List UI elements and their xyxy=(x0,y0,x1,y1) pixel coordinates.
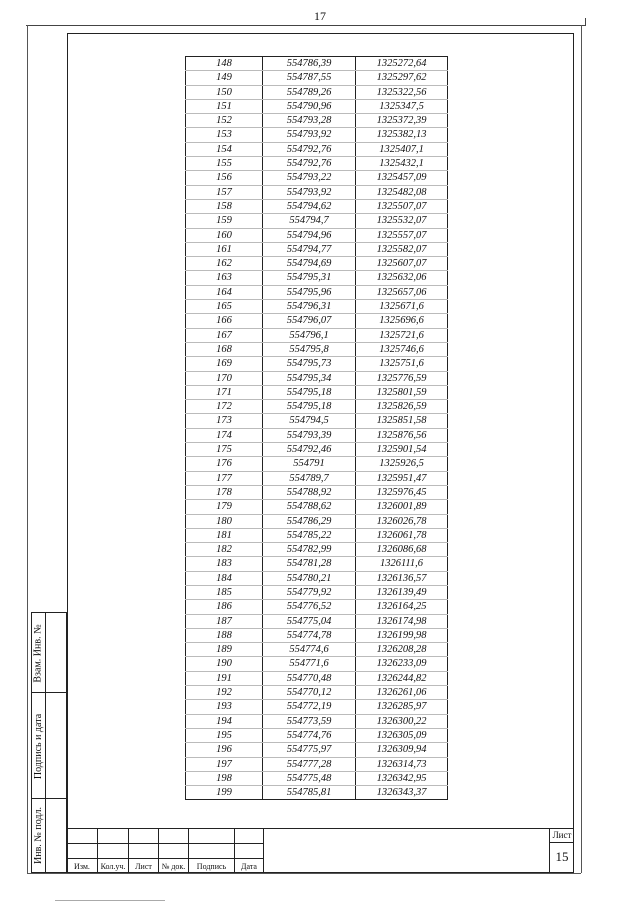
y-coordinate: 1325322,56 xyxy=(356,85,448,99)
x-coordinate: 554782,99 xyxy=(263,543,356,557)
x-coordinate: 554796,1 xyxy=(263,328,356,342)
table-row xyxy=(186,400,448,414)
point-number: 158 xyxy=(186,199,263,213)
table-row xyxy=(186,585,448,599)
side-cell-inv-podl xyxy=(32,799,66,872)
table-row xyxy=(186,357,448,371)
point-number: 179 xyxy=(186,500,263,514)
point-number: 162 xyxy=(186,257,263,271)
side-cell-signature xyxy=(32,693,66,799)
y-coordinate: 1326061,78 xyxy=(356,528,448,542)
x-coordinate: 554774,6 xyxy=(263,643,356,657)
table-row xyxy=(186,600,448,614)
y-coordinate: 1326208,28 xyxy=(356,643,448,657)
table-row xyxy=(186,128,448,142)
outer-right-line xyxy=(581,25,582,873)
point-number: 149 xyxy=(186,71,263,85)
point-number: 171 xyxy=(186,385,263,399)
stamp-cell xyxy=(98,844,129,859)
inv-podl-label: Инв. № подл. xyxy=(33,807,45,864)
y-coordinate: 1325407,1 xyxy=(356,142,448,156)
x-coordinate: 554791 xyxy=(263,457,356,471)
table-row xyxy=(186,185,448,199)
x-coordinate: 554794,62 xyxy=(263,199,356,213)
point-number: 194 xyxy=(186,714,263,728)
table-row xyxy=(186,786,448,800)
table-row xyxy=(186,728,448,742)
sheet-label: Лист xyxy=(550,829,574,843)
vzam-inv-label: Взам. Инв. № xyxy=(33,623,45,683)
x-coordinate: 554793,39 xyxy=(263,428,356,442)
point-number: 198 xyxy=(186,771,263,785)
table-row xyxy=(186,171,448,185)
table-row xyxy=(186,714,448,728)
stamp-cell xyxy=(235,844,264,859)
x-coordinate: 554774,76 xyxy=(263,728,356,742)
x-coordinate: 554785,81 xyxy=(263,786,356,800)
table-row xyxy=(186,214,448,228)
point-number: 157 xyxy=(186,185,263,199)
x-coordinate: 554771,6 xyxy=(263,657,356,671)
stamp-cell xyxy=(189,829,235,844)
stamp-col-kol-uch: Кол.уч. xyxy=(98,859,129,874)
point-number: 178 xyxy=(186,485,263,499)
y-coordinate: 1325457,09 xyxy=(356,171,448,185)
title-block-grid xyxy=(67,829,264,873)
table-row xyxy=(186,371,448,385)
table-row xyxy=(186,199,448,213)
stamp-cell xyxy=(67,844,98,859)
y-coordinate: 1326174,98 xyxy=(356,614,448,628)
y-coordinate: 1325976,45 xyxy=(356,485,448,499)
x-coordinate: 554794,5 xyxy=(263,414,356,428)
point-number: 174 xyxy=(186,428,263,442)
point-number: 181 xyxy=(186,528,263,542)
x-coordinate: 554786,39 xyxy=(263,57,356,71)
point-number: 167 xyxy=(186,328,263,342)
x-coordinate: 554795,73 xyxy=(263,357,356,371)
table-row xyxy=(186,485,448,499)
x-coordinate: 554788,92 xyxy=(263,485,356,499)
table-row xyxy=(186,671,448,685)
y-coordinate: 1325532,07 xyxy=(356,214,448,228)
y-coordinate: 1325851,58 xyxy=(356,414,448,428)
y-coordinate: 1325776,59 xyxy=(356,371,448,385)
y-coordinate: 1325582,07 xyxy=(356,242,448,256)
y-coordinate: 1325746,6 xyxy=(356,342,448,356)
y-coordinate: 1325297,62 xyxy=(356,71,448,85)
y-coordinate: 1326164,25 xyxy=(356,600,448,614)
x-coordinate: 554793,22 xyxy=(263,171,356,185)
table-row xyxy=(186,700,448,714)
x-coordinate: 554775,04 xyxy=(263,614,356,628)
point-number: 189 xyxy=(186,643,263,657)
point-number: 184 xyxy=(186,571,263,585)
point-number: 166 xyxy=(186,314,263,328)
table-row xyxy=(186,614,448,628)
point-number: 197 xyxy=(186,757,263,771)
y-coordinate: 1326111,6 xyxy=(356,557,448,571)
point-number: 156 xyxy=(186,171,263,185)
side-label-signature xyxy=(32,693,45,799)
point-number: 164 xyxy=(186,285,263,299)
point-number: 168 xyxy=(186,342,263,356)
point-number: 183 xyxy=(186,557,263,571)
stamp-cell xyxy=(159,829,189,844)
scan-edge-mark xyxy=(55,900,165,901)
table-row xyxy=(186,628,448,642)
y-coordinate: 1326001,89 xyxy=(356,500,448,514)
x-coordinate: 554792,46 xyxy=(263,443,356,457)
page-number: 17 xyxy=(314,9,326,23)
table-row xyxy=(186,314,448,328)
side-label-vzam xyxy=(32,613,45,693)
x-coordinate: 554789,26 xyxy=(263,85,356,99)
y-coordinate: 1325721,6 xyxy=(356,328,448,342)
table-row xyxy=(186,228,448,242)
table-row xyxy=(186,99,448,113)
table-row xyxy=(186,271,448,285)
point-number: 148 xyxy=(186,57,263,71)
y-coordinate: 1325951,47 xyxy=(356,471,448,485)
y-coordinate: 1326261,06 xyxy=(356,686,448,700)
table-row xyxy=(186,743,448,757)
table-row xyxy=(186,471,448,485)
table-row xyxy=(186,643,448,657)
table-row xyxy=(186,528,448,542)
x-coordinate: 554795,18 xyxy=(263,385,356,399)
stamp-col-izm: Изм. xyxy=(67,859,98,874)
y-coordinate: 1325657,06 xyxy=(356,285,448,299)
x-coordinate: 554775,48 xyxy=(263,771,356,785)
signature-date-label: Подпись и дата xyxy=(33,713,44,779)
table-row xyxy=(186,285,448,299)
point-number: 182 xyxy=(186,543,263,557)
point-number: 163 xyxy=(186,271,263,285)
y-coordinate: 1326285,97 xyxy=(356,700,448,714)
side-cell-vzam xyxy=(32,613,66,693)
table-row xyxy=(186,557,448,571)
stamp-col-date: Дата xyxy=(235,859,264,874)
point-number: 152 xyxy=(186,114,263,128)
y-coordinate: 1325632,06 xyxy=(356,271,448,285)
x-coordinate: 554790,96 xyxy=(263,99,356,113)
point-number: 196 xyxy=(186,743,263,757)
y-coordinate: 1325671,6 xyxy=(356,300,448,314)
x-coordinate: 554770,12 xyxy=(263,686,356,700)
x-coordinate: 554794,77 xyxy=(263,242,356,256)
y-coordinate: 1326342,95 xyxy=(356,771,448,785)
table-row xyxy=(186,114,448,128)
point-number: 190 xyxy=(186,657,263,671)
point-number: 170 xyxy=(186,371,263,385)
x-coordinate: 554795,8 xyxy=(263,342,356,356)
outer-left-line xyxy=(27,25,28,873)
point-number: 193 xyxy=(186,700,263,714)
table-row xyxy=(186,328,448,342)
x-coordinate: 554792,76 xyxy=(263,142,356,156)
outer-top-line xyxy=(26,25,586,26)
point-number: 172 xyxy=(186,400,263,414)
y-coordinate: 1325826,59 xyxy=(356,400,448,414)
x-coordinate: 554775,97 xyxy=(263,743,356,757)
table-row xyxy=(186,257,448,271)
table-row xyxy=(186,71,448,85)
x-coordinate: 554772,19 xyxy=(263,700,356,714)
point-number: 192 xyxy=(186,686,263,700)
table-row xyxy=(186,514,448,528)
y-coordinate: 1326314,73 xyxy=(356,757,448,771)
y-coordinate: 1326300,22 xyxy=(356,714,448,728)
y-coordinate: 1326343,37 xyxy=(356,786,448,800)
y-coordinate: 1325372,39 xyxy=(356,114,448,128)
sheet-number: 15 xyxy=(555,849,569,864)
point-number: 169 xyxy=(186,357,263,371)
y-coordinate: 1325901,54 xyxy=(356,443,448,457)
y-coordinate: 1325347,5 xyxy=(356,99,448,113)
table-row xyxy=(186,242,448,256)
table-row xyxy=(186,500,448,514)
table-row xyxy=(186,657,448,671)
y-coordinate: 1326309,94 xyxy=(356,743,448,757)
x-coordinate: 554794,7 xyxy=(263,214,356,228)
x-coordinate: 554779,92 xyxy=(263,585,356,599)
point-number: 191 xyxy=(186,671,263,685)
x-coordinate: 554792,76 xyxy=(263,157,356,171)
table-row xyxy=(186,443,448,457)
y-coordinate: 1325432,1 xyxy=(356,157,448,171)
point-number: 195 xyxy=(186,728,263,742)
point-number: 180 xyxy=(186,514,263,528)
table-row xyxy=(186,757,448,771)
point-number: 176 xyxy=(186,457,263,471)
y-coordinate: 1325382,13 xyxy=(356,128,448,142)
x-coordinate: 554780,21 xyxy=(263,571,356,585)
table-row xyxy=(186,571,448,585)
stamp-col-signature: Подпись xyxy=(189,859,235,874)
x-coordinate: 554774,78 xyxy=(263,628,356,642)
point-number: 199 xyxy=(186,786,263,800)
table-row xyxy=(186,457,448,471)
y-coordinate: 1326199,98 xyxy=(356,628,448,642)
table-row xyxy=(186,543,448,557)
outer-top-tick xyxy=(585,18,586,26)
stamp-cell xyxy=(129,829,159,844)
y-coordinate: 1326026,78 xyxy=(356,514,448,528)
stamp-cell xyxy=(129,844,159,859)
x-coordinate: 554793,28 xyxy=(263,114,356,128)
y-coordinate: 1326086,68 xyxy=(356,543,448,557)
y-coordinate: 1325272,64 xyxy=(356,57,448,71)
table-row xyxy=(186,385,448,399)
table-row xyxy=(186,342,448,356)
y-coordinate: 1326136,57 xyxy=(356,571,448,585)
x-coordinate: 554789,7 xyxy=(263,471,356,485)
point-number: 188 xyxy=(186,628,263,642)
x-coordinate: 554793,92 xyxy=(263,128,356,142)
point-number: 159 xyxy=(186,214,263,228)
stamp-col-list: Лист xyxy=(129,859,159,874)
y-coordinate: 1325751,6 xyxy=(356,357,448,371)
y-coordinate: 1325507,07 xyxy=(356,199,448,213)
point-number: 160 xyxy=(186,228,263,242)
table-row xyxy=(186,157,448,171)
outer-bottom-line xyxy=(27,873,581,874)
x-coordinate: 554795,96 xyxy=(263,285,356,299)
x-coordinate: 554795,18 xyxy=(263,400,356,414)
point-number: 186 xyxy=(186,600,263,614)
x-coordinate: 554794,96 xyxy=(263,228,356,242)
x-coordinate: 554788,62 xyxy=(263,500,356,514)
stamp-cell xyxy=(189,844,235,859)
x-coordinate: 554796,07 xyxy=(263,314,356,328)
x-coordinate: 554795,31 xyxy=(263,271,356,285)
x-coordinate: 554773,59 xyxy=(263,714,356,728)
stamp-cell xyxy=(235,829,264,844)
table-row xyxy=(186,771,448,785)
point-number: 150 xyxy=(186,85,263,99)
y-coordinate: 1326139,49 xyxy=(356,585,448,599)
point-number: 187 xyxy=(186,614,263,628)
stamp-col-doc: № док. xyxy=(159,859,189,874)
table-row xyxy=(186,85,448,99)
table-row xyxy=(186,428,448,442)
point-number: 151 xyxy=(186,99,263,113)
y-coordinate: 1326244,82 xyxy=(356,671,448,685)
side-stamp xyxy=(31,612,67,873)
x-coordinate: 554786,29 xyxy=(263,514,356,528)
table-row xyxy=(186,686,448,700)
y-coordinate: 1325696,6 xyxy=(356,314,448,328)
table-row xyxy=(186,142,448,156)
x-coordinate: 554796,31 xyxy=(263,300,356,314)
point-number: 161 xyxy=(186,242,263,256)
x-coordinate: 554794,69 xyxy=(263,257,356,271)
x-coordinate: 554777,28 xyxy=(263,757,356,771)
x-coordinate: 554793,92 xyxy=(263,185,356,199)
point-number: 185 xyxy=(186,585,263,599)
y-coordinate: 1325557,07 xyxy=(356,228,448,242)
point-number: 165 xyxy=(186,300,263,314)
stamp-cell xyxy=(159,844,189,859)
x-coordinate: 554795,34 xyxy=(263,371,356,385)
y-coordinate: 1325926,5 xyxy=(356,457,448,471)
y-coordinate: 1325607,07 xyxy=(356,257,448,271)
title-block xyxy=(67,828,574,873)
x-coordinate: 554776,52 xyxy=(263,600,356,614)
point-number: 173 xyxy=(186,414,263,428)
y-coordinate: 1326305,09 xyxy=(356,728,448,742)
table-row xyxy=(186,414,448,428)
table-row xyxy=(186,300,448,314)
stamp-cell xyxy=(98,829,129,844)
sheet-box xyxy=(549,829,574,872)
point-number: 177 xyxy=(186,471,263,485)
side-label-inv-podl xyxy=(32,799,45,872)
coordinate-table-body xyxy=(186,57,448,800)
point-number: 155 xyxy=(186,157,263,171)
x-coordinate: 554770,48 xyxy=(263,671,356,685)
point-number: 154 xyxy=(186,142,263,156)
y-coordinate: 1325482,08 xyxy=(356,185,448,199)
table-row xyxy=(186,57,448,71)
coordinate-table xyxy=(185,56,448,800)
y-coordinate: 1325801,59 xyxy=(356,385,448,399)
y-coordinate: 1325876,56 xyxy=(356,428,448,442)
x-coordinate: 554781,28 xyxy=(263,557,356,571)
y-coordinate: 1326233,09 xyxy=(356,657,448,671)
stamp-cell xyxy=(67,829,98,844)
point-number: 153 xyxy=(186,128,263,142)
x-coordinate: 554785,22 xyxy=(263,528,356,542)
x-coordinate: 554787,55 xyxy=(263,71,356,85)
point-number: 175 xyxy=(186,443,263,457)
